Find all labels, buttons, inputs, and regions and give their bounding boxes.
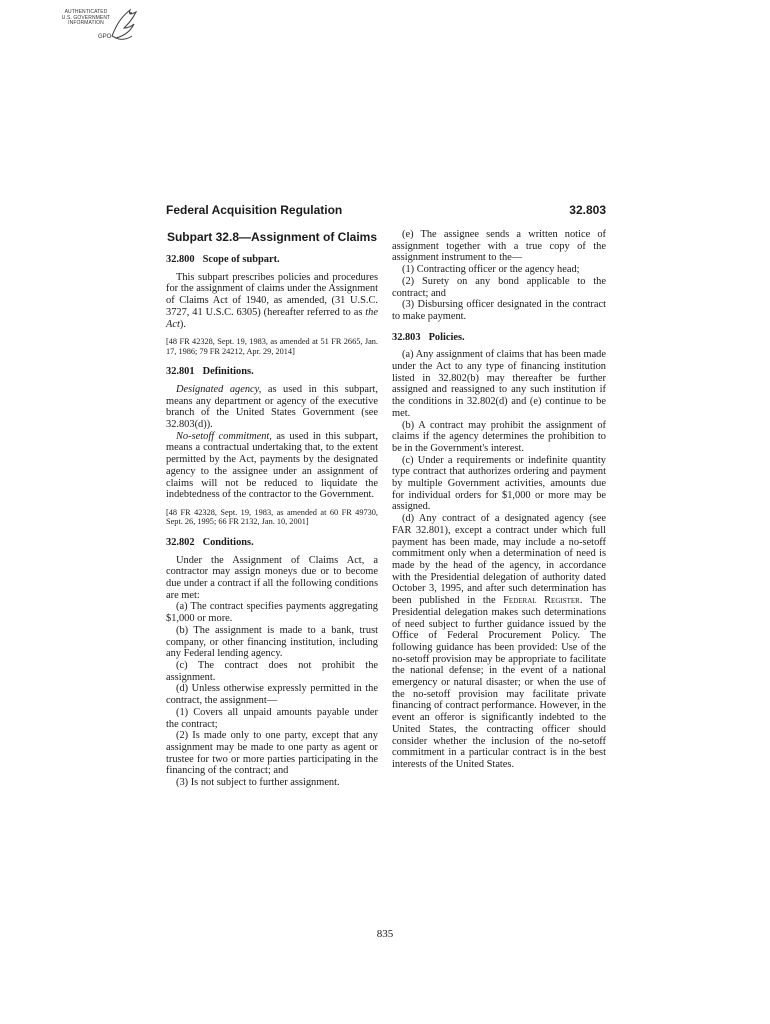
subpart-title: Subpart 32.8—Assignment of Claims — [166, 230, 378, 244]
seal-line-3: INFORMATION — [68, 20, 104, 27]
section-title: Definitions. — [202, 366, 254, 378]
section-number: 32.800 — [166, 254, 195, 265]
seal-gpo-label: GPO — [98, 34, 112, 40]
paragraph — [166, 272, 378, 331]
paragraph: (2) Is made only to one party, except that any assignment may be made to one party as agent or trustee for two or more parties participating in the financing of the contract; and — [166, 730, 378, 777]
seal-line-2: U.S. GOVERNMENT — [61, 14, 111, 21]
section-number: 32.803 — [392, 331, 421, 343]
eagle-icon — [106, 6, 140, 46]
page-number: 835 — [376, 928, 394, 940]
defined-term: No-setoff commitment, — [176, 430, 272, 442]
definition-text: as used in this subpart, means any department or agency of the executive branch of the United States Government (see 32.803(d)). — [166, 383, 378, 431]
section-heading-32-801 — [166, 366, 378, 378]
header-title: Federal Acquisition Regulation — [166, 203, 343, 217]
seal-line-1: AUTHENTICATED — [64, 9, 108, 15]
paragraph: (d) Unless otherwise expressly permitted in the contract, the assignment— — [166, 683, 378, 707]
section-heading-32-802 — [166, 537, 378, 549]
paragraph-text-end: ). — [179, 318, 186, 330]
header-section-number: 32.803 — [569, 203, 606, 217]
paragraph-text: This subpart prescribes policies and procedures for the assignment of claims under the Assignment of Claims Act of 1940, as amended, (31 U.S.C. 3727, 41 U.S.C. 6305) (hereafter referred to as — [166, 271, 378, 318]
definition-text: as used in this subpart, means a contractual undertaking that, to the extent permitted by the Act, payments by the designated agency to the assignee under an assignment of claims will not be reduced to liquidate the indebtedness of the contractor to the Government. — [166, 430, 378, 501]
section-title: Policies. — [428, 331, 465, 343]
paragraph: (3) Is not subject to further assignment. — [176, 777, 340, 789]
section-title: Scope of subpart. — [202, 254, 280, 265]
section-heading-32-803 — [392, 332, 606, 344]
paragraph: (c) Under a requirements or indefinite quantity type contract that authorizes ordering and payment by multiple Government activities, amounts due for individual orders for $1,000 or more may be assigned. — [392, 454, 606, 513]
paragraph: (b) A contract may prohibit the assignment of claims if the agency determines the prohibition to be in the Government's interest. — [392, 419, 606, 454]
paragraph: (3) Disbursing officer designated in the contract to make payment. — [392, 299, 606, 322]
left-column — [166, 229, 378, 789]
defined-term: Designated agency, — [176, 383, 262, 395]
paragraph: (b) The assignment is made to a bank, trust company, or other financing institution, including any Federal lending agency. — [166, 624, 378, 660]
running-header — [166, 203, 606, 219]
section-heading-32-800 — [166, 254, 378, 266]
paragraph — [392, 513, 606, 770]
paragraph: (a) The contract specifies payments aggregating $1,000 or more. — [166, 601, 378, 625]
federal-register-term: Federal Register — [503, 595, 580, 607]
citation: [48 FR 42328, Sept. 19, 1983, as amended at 60 FR 49730, Sept. 26, 1995; 66 FR 2132, Jan. 10, 2001] — [166, 507, 378, 527]
paragraph: (c) The contract does not prohibit the assignment. — [166, 659, 378, 683]
section-number: 32.802 — [166, 536, 195, 548]
paragraph: (1) Contracting officer or the agency head; — [402, 264, 580, 276]
italic-term: the Act — [166, 306, 378, 330]
section-number: 32.801 — [166, 366, 195, 378]
paragraph: (e) The assignee sends a written notice of assignment together with a true copy of the assignment instrument to the— — [392, 229, 606, 264]
definition-paragraph — [166, 384, 378, 431]
paragraph: (1) Covers all unpaid amounts payable under the contract; — [166, 706, 378, 730]
right-column — [392, 229, 606, 771]
paragraph: Under the Assignment of Claims Act, a contractor may assign moneys due or to become due under a contract if all the following conditions are met: — [166, 554, 378, 601]
paragraph: (a) Any assignment of claims that has been made under the Act to any type of financing institution listed in 32.802(b) may thereafter be further assigned and reassigned to any such institution if the conditions in 32.802(d) and (e) continue to be met. — [392, 349, 606, 419]
citation: [48 FR 42328, Sept. 19, 1983, as amended at 51 FR 2665, Jan. 17, 1986; 79 FR 24212, Apr. 29, 2014] — [166, 337, 378, 356]
paragraph: (2) Surety on any bond applicable to the contract; and — [392, 275, 606, 299]
gpo-authentication-seal — [58, 6, 142, 48]
paragraph-text: (d) Any contract of a designated agency (see FAR 32.801), except a contract under which full payment has been made, may include a no-setoff commitment only when a determination of need is made by the head of the agency, in accordance with the Presidential delegation of authority dated October 3, 1995, and after such determination has been published in the — [392, 513, 606, 607]
section-title: Conditions. — [202, 536, 254, 548]
paragraph-text-end: . The Presidential delegation makes such determinations of need subject to further guidance issued by the Office of Federal Procurement Policy. The following guidance has been provided: Use of the no-setoff provision may be appropriate to facilitate the national defense; in the event of a national emergency or natural disaster; or when the use of the no-setoff provision may facilitate private financing of contract performance. However, in the event an offeror is significantly indebted to the United States, the contracting officer should consider whether the inclusion of the no-setoff commitment in a particular contract is in the best interests of the United States. — [392, 595, 606, 770]
definition-paragraph — [166, 431, 378, 501]
